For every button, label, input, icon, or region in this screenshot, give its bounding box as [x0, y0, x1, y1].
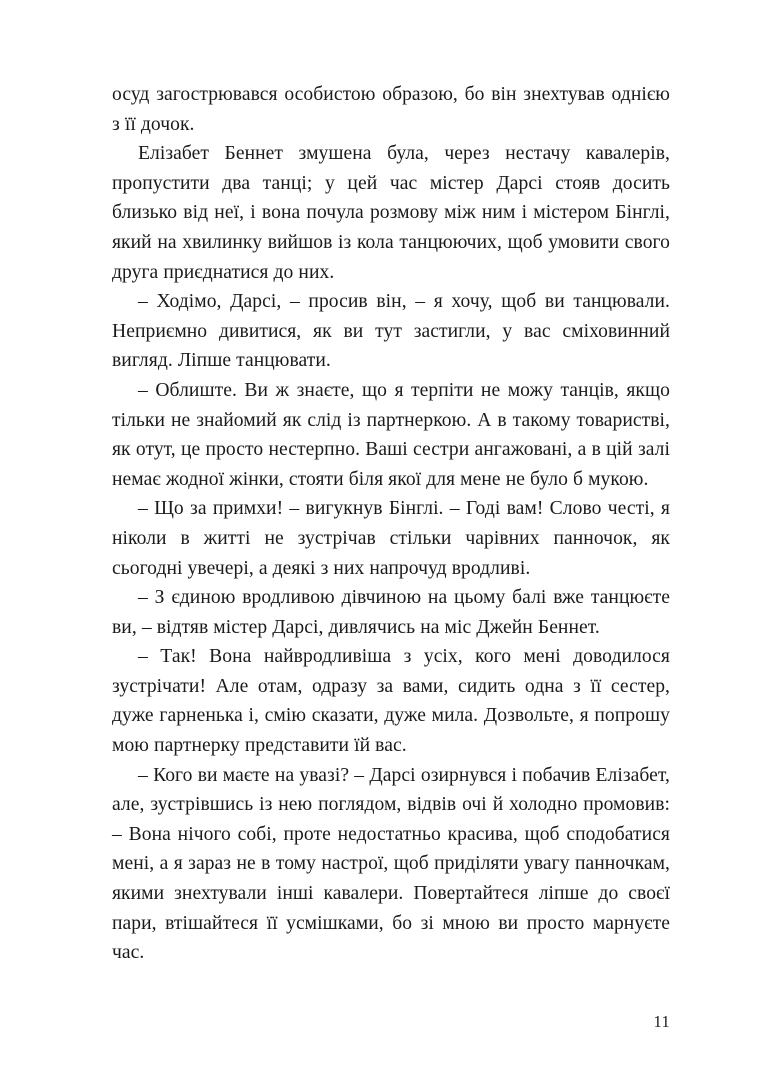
paragraph-1: осуд загострювався особистою образою, бо він знехтував однією з її дочок. [112, 84, 670, 135]
paragraph-8: – Кого ви маєте на увазі? – Дарсі озирнувся і побачив Елізабет, але, зустрівшись із нею поглядом, відвів очі й холодно промовив: – Вона нічого собі, проте недостатньо красива, щоб сподобатися мені, а я зараз не в тому настрої, щоб приділяти увагу панночкам, якими знехтували інші кавалери. Повертайтеся ліпше до своєї пари, втішайтеся її усмішками, бо зі мною ви просто марнуєте час. [112, 764, 670, 964]
paragraph-4: – Облиште. Ви ж знаєте, що я терпіти не можу танців, якщо тільки не знайомий як слід із партнеркою. А в такому товаристві, як отут, це просто нестерпно. Ваші сестри ангажовані, а в цій залі немає жодної жінки, стояти біля якої для мене не було б мукою. [112, 379, 670, 490]
paragraph-2: Елізабет Беннет змушена була, через нестачу кавалерів, пропустити два танці; у цей час містер Дарсі стояв досить близько від неї, і вона почула розмову між ним і містером Бінглі, який на хвилинку вийшов із кола танцюючих, щоб умовити свого друга приєднатися до них. [112, 143, 670, 283]
paragraph-6: – З єдиною вродливою дівчиною на цьому балі вже танцюєте ви, – відтяв містер Дарсі, дивлячись на міс Джейн Беннет. [112, 587, 670, 638]
paragraph-3: – Ходімо, Дарсі, – просив він, – я хочу, щоб ви танцювали. Неприємно дивитися, як ви тут застигли, у вас сміховинний вигляд. Ліпше танцювати. [112, 291, 670, 372]
page-text-block [112, 80, 670, 968]
paragraph-7: – Так! Вона найвродливіша з усіх, кого мені доводилося зустрічати! Але отам, одразу за вами, сидить одна з її сестер, дуже гарненька і, смію сказати, дуже мила. Дозвольте, я попрошу мою партнерку представити їй вас. [112, 646, 670, 757]
page-number: 11 [653, 1012, 670, 1031]
paragraph-5: – Що за примхи! – вигукнув Бінглі. – Годі вам! Слово честі, я ніколи в житті не зустрічав стільки чарівних панночок, як сьогодні увечері, а деякі з них напрочуд вродливі. [112, 498, 670, 579]
